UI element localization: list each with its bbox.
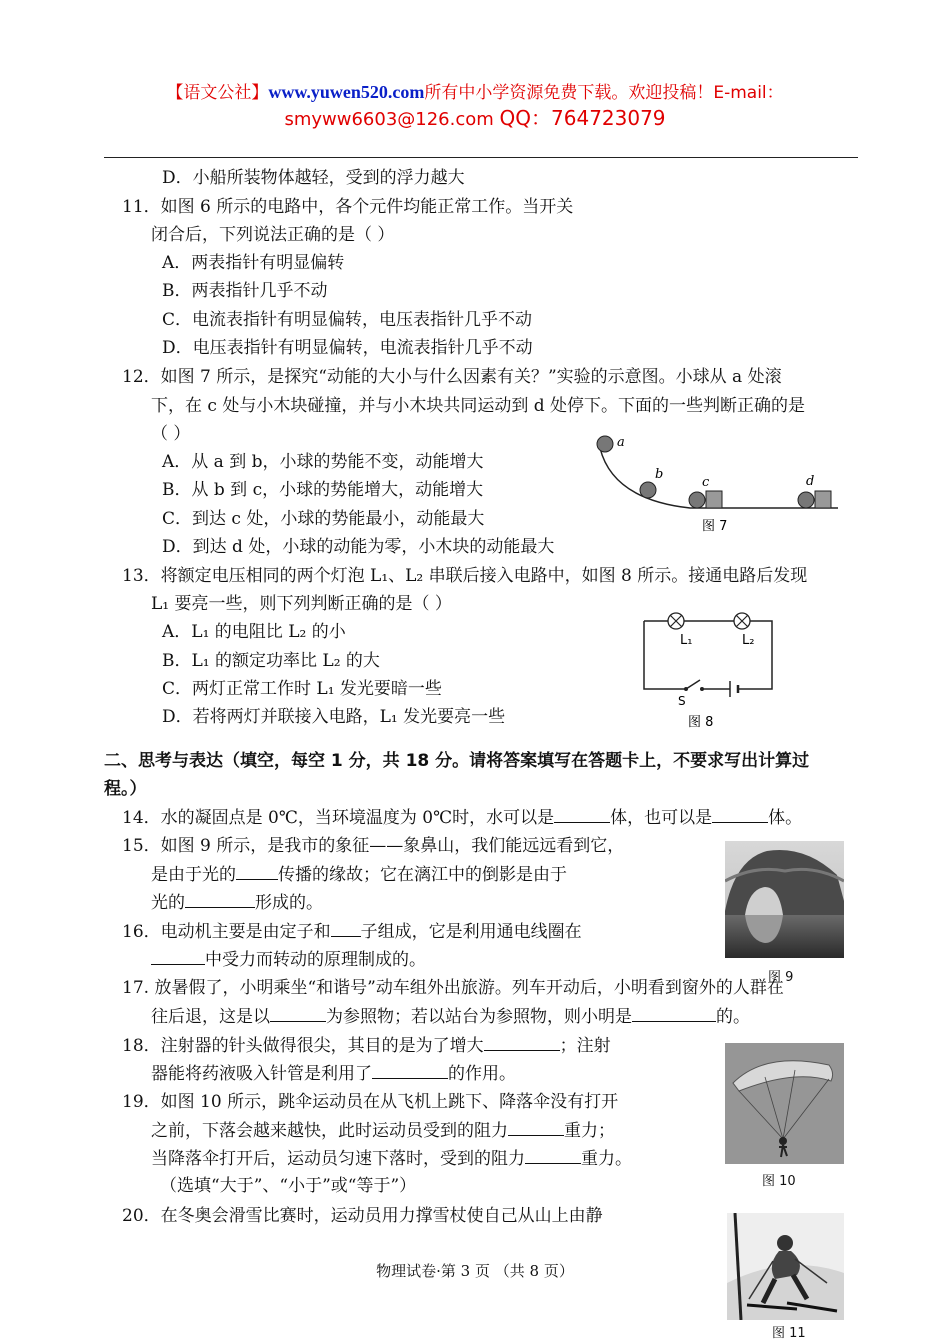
q17-blank-1[interactable] bbox=[270, 1005, 326, 1022]
q11-stem-2: 闭合后，下列说法正确的是（ ） bbox=[151, 225, 395, 245]
q16-blank-1[interactable] bbox=[331, 920, 361, 937]
q14-part-3: 体。 bbox=[768, 808, 803, 828]
q19-text-3b: 重力。 bbox=[581, 1149, 632, 1169]
label-l1: L₁ bbox=[680, 633, 693, 648]
q14-part-1: 14．水的凝固点是 0℃，当环境温度为 0℃时，水可以是 bbox=[122, 808, 555, 828]
site-link[interactable]: www.yuwen520.com bbox=[268, 82, 425, 102]
qq-number: QQ：764723079 bbox=[499, 106, 666, 130]
q12-option-a: A．从 a 到 b，小球的势能不变，动能增大 bbox=[162, 452, 484, 472]
ball-a bbox=[597, 436, 613, 452]
switch-icon bbox=[684, 680, 704, 691]
site-banner bbox=[0, 78, 950, 103]
ball-b bbox=[640, 482, 656, 498]
q11-option-c: C．电流表指针有明显偏转，电压表指针几乎不动 bbox=[162, 310, 533, 330]
q18-text-2b: 的作用。 bbox=[448, 1064, 516, 1084]
contact-line bbox=[0, 102, 950, 131]
q18-text-1b: ；注射 bbox=[559, 1036, 611, 1056]
q15-text-2a: 是由于光的 bbox=[151, 865, 236, 885]
figure-7-caption: 图 7 bbox=[702, 519, 728, 534]
section-2-title-cont: 程。） bbox=[104, 779, 147, 799]
q19-text-3a: 当降落伞打开后，运动员匀速下落时，受到的阻力 bbox=[151, 1149, 525, 1169]
q17-text-2a: 往后退，这是以 bbox=[151, 1007, 270, 1027]
q19-text-2b: 重力； bbox=[564, 1121, 615, 1141]
q17-text-2b: 为参照物；若以站台为参照物，则小明是 bbox=[326, 1007, 632, 1027]
q18-stem-1 bbox=[122, 1034, 611, 1057]
page-footer: 物理试卷·第 3 页 （共 8 页） bbox=[376, 1262, 574, 1280]
q12-option-c: C．到达 c 处，小球的势能最小，动能最大 bbox=[162, 509, 485, 529]
q11-stem-1: 11．如图 6 所示的电路中，各个元件均能正常工作。当开关 bbox=[122, 197, 574, 217]
q16-text-2b: 中受力而转动的原理制成的。 bbox=[205, 950, 426, 970]
label-c: c bbox=[702, 475, 710, 490]
q15-blank-2[interactable] bbox=[185, 891, 255, 908]
label-b: b bbox=[655, 467, 664, 482]
q18-blank-1[interactable] bbox=[484, 1034, 560, 1051]
q12-stem-3: （ ） bbox=[151, 424, 191, 444]
q16-text-1b: 子组成，它是利用通电线圈在 bbox=[360, 922, 582, 942]
figure-9-caption: 图 9 bbox=[768, 970, 794, 985]
q11-option-d: D．电压表指针有明显偏转，电流表指针几乎不动 bbox=[162, 338, 533, 358]
q14-blank-1[interactable] bbox=[554, 806, 610, 823]
label-switch: S bbox=[678, 694, 686, 708]
q19-blank-1[interactable] bbox=[508, 1119, 564, 1136]
q16-stem-2 bbox=[151, 948, 426, 971]
q13-option-c: C．两灯正常工作时 L₁ 发光要暗一些 bbox=[162, 679, 442, 699]
q15-text-3a: 光的 bbox=[151, 893, 185, 913]
q15-stem-1: 15．如图 9 所示，是我市的象征——象鼻山，我们能远远看到它， bbox=[122, 836, 625, 856]
q19-text-2a: 之前，下落会越来越快，此时运动员受到的阻力 bbox=[151, 1121, 508, 1141]
q12-option-b: B．从 b 到 c，小球的势能增大，动能增大 bbox=[162, 480, 484, 500]
figure-8-circuit-diagram bbox=[638, 606, 783, 732]
q11-option-a: A．两表指针有明显偏转 bbox=[162, 253, 345, 273]
q13-stem-2: L₁ 要亮一些，则下列判断正确的是（ ） bbox=[151, 594, 452, 614]
ball-c bbox=[689, 492, 705, 508]
q14-blank-2[interactable] bbox=[712, 806, 768, 823]
figure-11-caption: 图 11 bbox=[772, 1326, 806, 1341]
q16-text-1a: 16．电动机主要是由定子和 bbox=[122, 922, 331, 942]
q18-text-1a: 18．注射器的针头做得很尖，其目的是为了增大 bbox=[122, 1036, 484, 1056]
q19-stem-2 bbox=[151, 1119, 615, 1142]
label-a: a bbox=[617, 435, 625, 450]
q19-blank-2[interactable] bbox=[525, 1147, 581, 1164]
q11-option-b: B．两表指针几乎不动 bbox=[162, 281, 328, 301]
figure-10-caption: 图 10 bbox=[762, 1174, 796, 1189]
section-2-title: 二、思考与表达（填空，每空 1 分，共 18 分。请将答案填写在答题卡上，不要求写出计算过 bbox=[104, 751, 810, 771]
q15-stem-2 bbox=[151, 863, 567, 886]
banner-bracket: 【语文公社】 bbox=[166, 83, 269, 103]
battery-icon bbox=[730, 681, 738, 697]
block-d bbox=[815, 491, 831, 508]
q17-stem-1: 17. 放暑假了，小明乘坐“和谐号”动车组外出旅游。列车开动后，小明看到窗外的人群在 bbox=[122, 978, 784, 998]
bulb-l2-icon bbox=[734, 613, 750, 629]
q15-blank-1[interactable] bbox=[236, 863, 278, 880]
q14-part-2: 体，也可以是 bbox=[610, 808, 713, 828]
block-c bbox=[706, 491, 722, 508]
figure-9-photo-elephant-trunk-hill bbox=[725, 841, 844, 958]
q19-hint: （选填“大于”、“小于”或“等于”） bbox=[160, 1176, 417, 1196]
q19-stem-3 bbox=[151, 1147, 632, 1170]
q16-blank-2[interactable] bbox=[151, 948, 205, 965]
q12-option-d: D．到达 d 处，小球的动能为零，小木块的动能最大 bbox=[162, 537, 555, 557]
figure-7-ramp-diagram bbox=[590, 430, 850, 535]
circuit-wires bbox=[644, 621, 772, 689]
banner-slogan: 所有中小学资源免费下载。欢迎投稿！E-mail： bbox=[424, 83, 784, 103]
q13-option-b: B．L₁ 的额定功率比 L₂ 的大 bbox=[162, 651, 380, 671]
q12-stem-1: 12．如图 7 所示，是探究“动能的大小与什么因素有关？”实验的示意图。小球从 a 处滚 bbox=[122, 367, 782, 387]
q10-option-d: D．小船所装物体越轻，受到的浮力越大 bbox=[162, 168, 465, 188]
q17-stem-2 bbox=[151, 1005, 750, 1028]
figure-8-caption: 图 8 bbox=[688, 715, 714, 730]
q13-option-a: A．L₁ 的电阻比 L₂ 的小 bbox=[162, 622, 346, 642]
bulb-l1-icon bbox=[668, 613, 684, 629]
figure-10-photo-parachutist bbox=[725, 1043, 844, 1164]
ball-d bbox=[798, 492, 814, 508]
q17-blank-2[interactable] bbox=[632, 1005, 716, 1022]
q15-stem-3 bbox=[151, 891, 323, 914]
q12-stem-2: 下，在 c 处与小木块碰撞，并与小木块共同运动到 d 处停下。下面的一些判断正确的是 bbox=[151, 396, 806, 416]
email-link[interactable]: smyww6603@126.com bbox=[284, 109, 494, 130]
q15-text-3b: 形成的。 bbox=[255, 893, 323, 913]
q16-stem-1 bbox=[122, 920, 582, 943]
q18-stem-2 bbox=[151, 1062, 516, 1085]
q15-text-2b: 传播的缘故；它在漓江中的倒影是由于 bbox=[278, 865, 567, 885]
q14 bbox=[122, 806, 802, 829]
header-divider bbox=[104, 157, 858, 158]
q18-blank-2[interactable] bbox=[372, 1062, 448, 1079]
q13-stem-1: 13．将额定电压相同的两个灯泡 L₁、L₂ 串联后接入电路中，如图 8 所示。接通电路后发现 bbox=[122, 566, 808, 586]
label-d: d bbox=[806, 474, 815, 489]
q13-option-d: D．若将两灯并联接入电路，L₁ 发光要亮一些 bbox=[162, 707, 506, 727]
q17-text-2c: 的。 bbox=[716, 1007, 750, 1027]
label-l2: L₂ bbox=[742, 633, 755, 648]
q19-stem-1: 19．如图 10 所示，跳伞运动员在从飞机上跳下、降落伞没有打开 bbox=[122, 1092, 619, 1112]
q18-text-2a: 器能将药液吸入针管是利用了 bbox=[151, 1064, 372, 1084]
q20-stem-1: 20．在冬奥会滑雪比赛时，运动员用力撑雪杖使自己从山上由静 bbox=[122, 1206, 603, 1226]
